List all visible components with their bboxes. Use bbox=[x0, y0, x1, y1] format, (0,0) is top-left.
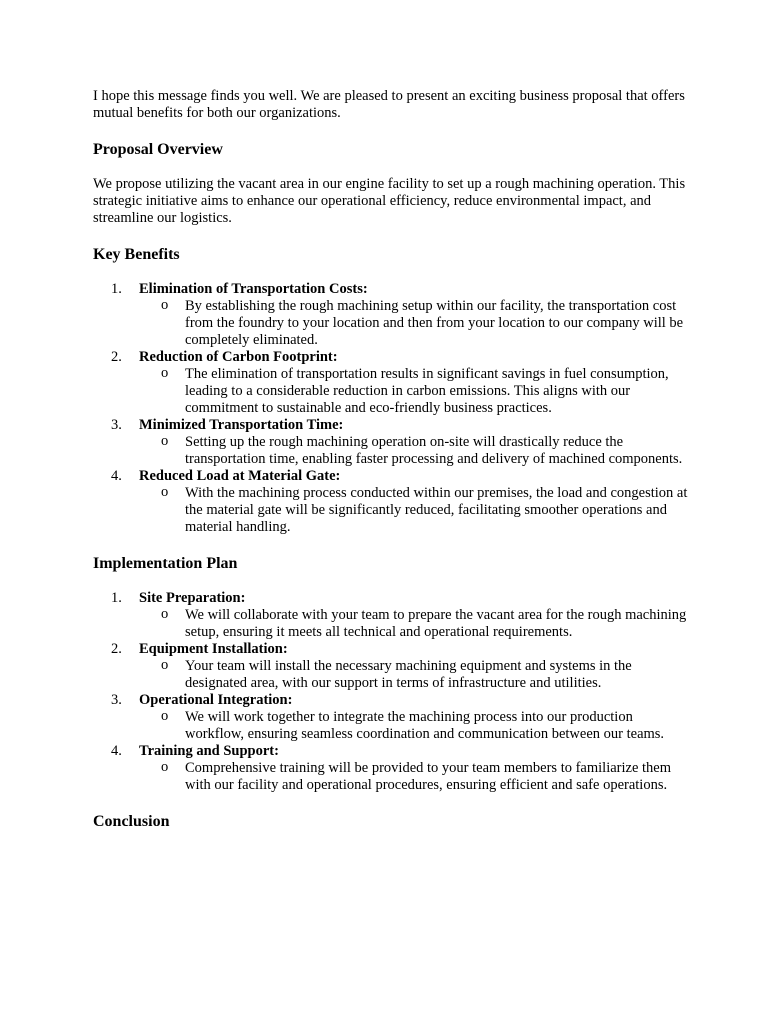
sub-item bbox=[139, 485, 693, 536]
item-number: 2. bbox=[111, 641, 122, 657]
list-item bbox=[93, 692, 693, 743]
circle-bullet-icon: o bbox=[161, 297, 169, 313]
sub-list bbox=[139, 607, 693, 641]
item-title: Training and Support: bbox=[139, 743, 279, 759]
sub-list bbox=[139, 298, 693, 349]
list-item bbox=[93, 417, 693, 468]
item-title: Elimination of Transportation Costs: bbox=[139, 281, 368, 297]
sub-item bbox=[139, 434, 693, 468]
list-item bbox=[93, 743, 693, 794]
sub-item-text: Comprehensive training will be provided to your team members to familiarize them with our facility and operational procedures, ensuring efficient and safe operations. bbox=[185, 760, 672, 793]
sub-item bbox=[139, 709, 693, 743]
heading-implementation-plan: Implementation Plan bbox=[93, 555, 238, 572]
item-title: Minimized Transportation Time: bbox=[139, 417, 344, 433]
list-item bbox=[93, 349, 693, 417]
item-title: Reduction of Carbon Footprint: bbox=[139, 349, 338, 365]
sub-list bbox=[139, 366, 693, 417]
sub-item-text: We will work together to integrate the machining process into our production workflow, ensuring seamless coordination and communication between our teams. bbox=[185, 709, 665, 742]
circle-bullet-icon: o bbox=[161, 759, 169, 775]
sub-list bbox=[139, 434, 693, 468]
sub-list bbox=[139, 760, 693, 794]
item-number: 4. bbox=[111, 743, 122, 759]
circle-bullet-icon: o bbox=[161, 657, 169, 673]
sub-item-text: The elimination of transportation results in significant savings in fuel consumption, leading to a considerable reduction in carbon emissions. This aligns with our commitment to sustainable and eco-friendly business practices. bbox=[185, 366, 669, 416]
circle-bullet-icon: o bbox=[161, 484, 169, 500]
sub-list bbox=[139, 485, 693, 536]
sub-item-text: We will collaborate with your team to prepare the vacant area for the rough machining setup, ensuring it meets all technical and operational requirements. bbox=[185, 607, 687, 640]
item-number: 3. bbox=[111, 417, 122, 433]
overview-paragraph: We propose utilizing the vacant area in our engine facility to set up a rough machining operation. This strategic initiative aims to enhance our operational efficiency, reduce environmental impact, and streamline our logistics. bbox=[93, 176, 686, 226]
item-title: Site Preparation: bbox=[139, 590, 246, 606]
item-number: 3. bbox=[111, 692, 122, 708]
intro-paragraph: I hope this message finds you well. We are pleased to present an exciting business proposal that offers mutual benefits for both our organizations. bbox=[93, 88, 685, 121]
sub-item-text: By establishing the rough machining setup within our facility, the transportation cost from the foundry to your location and then from your location to our company will be completely eliminated. bbox=[185, 298, 684, 348]
circle-bullet-icon: o bbox=[161, 606, 169, 622]
sub-item-text: Your team will install the necessary machining equipment and systems in the designated area, with our support in terms of infrastructure and utilities. bbox=[185, 658, 632, 691]
item-number: 4. bbox=[111, 468, 122, 484]
item-title: Equipment Installation: bbox=[139, 641, 288, 657]
sub-item-text: With the machining process conducted within our premises, the load and congestion at the material gate will be significantly reduced, facilitating smoother operations and material handling. bbox=[185, 485, 688, 535]
list-item bbox=[93, 641, 693, 692]
heading-key-benefits: Key Benefits bbox=[93, 246, 180, 263]
sub-item bbox=[139, 760, 693, 794]
list-item bbox=[93, 281, 693, 349]
heading-proposal-overview: Proposal Overview bbox=[93, 141, 223, 158]
item-number: 2. bbox=[111, 349, 122, 365]
circle-bullet-icon: o bbox=[161, 365, 169, 381]
sub-list bbox=[139, 658, 693, 692]
sub-item bbox=[139, 366, 693, 417]
sub-item bbox=[139, 298, 693, 349]
plan-list bbox=[93, 590, 693, 794]
benefits-list bbox=[93, 281, 693, 536]
heading-conclusion: Conclusion bbox=[93, 813, 170, 830]
sub-item bbox=[139, 658, 693, 692]
sub-item-text: Setting up the rough machining operation on-site will drastically reduce the transportation time, enabling faster processing and delivery of machined components. bbox=[185, 434, 683, 467]
circle-bullet-icon: o bbox=[161, 433, 169, 449]
item-title: Operational Integration: bbox=[139, 692, 293, 708]
circle-bullet-icon: o bbox=[161, 708, 169, 724]
item-number: 1. bbox=[111, 590, 122, 606]
item-title: Reduced Load at Material Gate: bbox=[139, 468, 341, 484]
list-item bbox=[93, 590, 693, 641]
sub-list bbox=[139, 709, 693, 743]
document-body bbox=[93, 88, 693, 832]
item-number: 1. bbox=[111, 281, 122, 297]
sub-item bbox=[139, 607, 693, 641]
list-item bbox=[93, 468, 693, 536]
